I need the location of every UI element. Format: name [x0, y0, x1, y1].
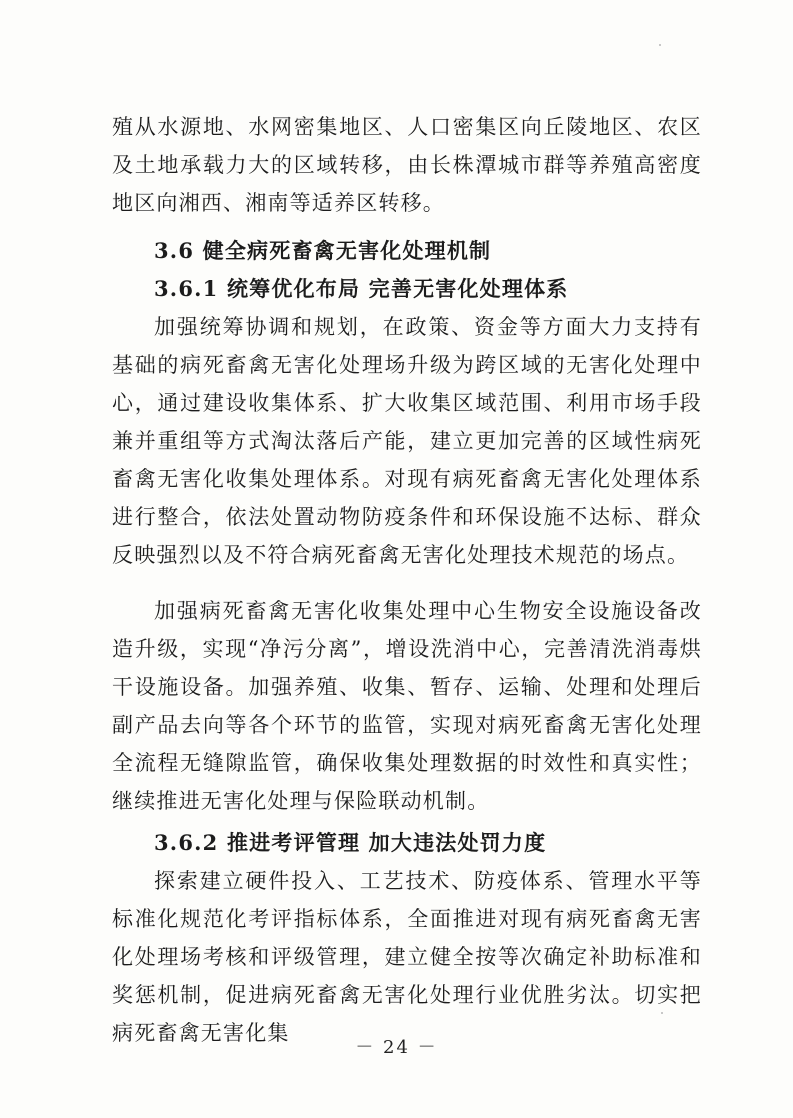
paragraph-continuation: 殖从水源地、水网密集地区、人口密集区向丘陵地区、农区及土地承载力大的区域转移，由长株潭城市群等养殖高密度地区向湘西、湘南等适养区转移。: [112, 115, 702, 215]
paragraph-3-6-2: 探索建立硬件投入、工艺技术、防疫体系、管理水平等标准化规范化考评指标体系，全面推进对现有病死畜禽无害化处理场考核和评级管理，建立健全按等次确定补助标准和奖惩机制，促进病死畜禽无害化处理行业优胜劣汰。切实把病死畜禽无害化集: [112, 869, 702, 1045]
page-number: － 24 －: [355, 1037, 438, 1058]
subsection-heading-3-6-1: 3.6.1 统筹优化布局 完善无害化处理体系: [154, 276, 569, 301]
subsection-heading-3-6-2: 3.6.2 推进考评管理 加大违法处罚力度: [154, 830, 547, 855]
paragraph-3-6-1-b: 加强病死畜禽无害化收集处理中心生物安全设施设备改造升级，实现“净污分离”，增设洗消中心，完善清洗消毒烘干设施设备。加强养殖、收集、暂存、运输、处理和处理后副产品去向等各个环节的监管，实现对病死畜禽无害化处理全流程无缝隙监管，确保收集处理数据的时效性和真实性；继续推进无害化处理与保险联动机制。: [112, 599, 702, 813]
paragraph-3-6-1-a: 加强统筹协调和规划，在政策、资金等方面大力支持有基础的病死畜禽无害化处理场升级为跨区域的无害化处理中心，通过建设收集体系、扩大收集区域范围、利用市场手段兼并重组等方式淘汰落后产能，建立更加完善的区域性病死畜禽无害化收集处理体系。对现有病死畜禽无害化处理体系进行整合，依法处置动物防疫条件和环保设施不达标、群众反映强烈以及不符合病死畜禽无害化处理技术规范的场点。: [112, 315, 702, 567]
scan-speck: [659, 44, 661, 46]
section-heading-3-6: 3.6 健全病死畜禽无害化处理机制: [154, 238, 492, 263]
